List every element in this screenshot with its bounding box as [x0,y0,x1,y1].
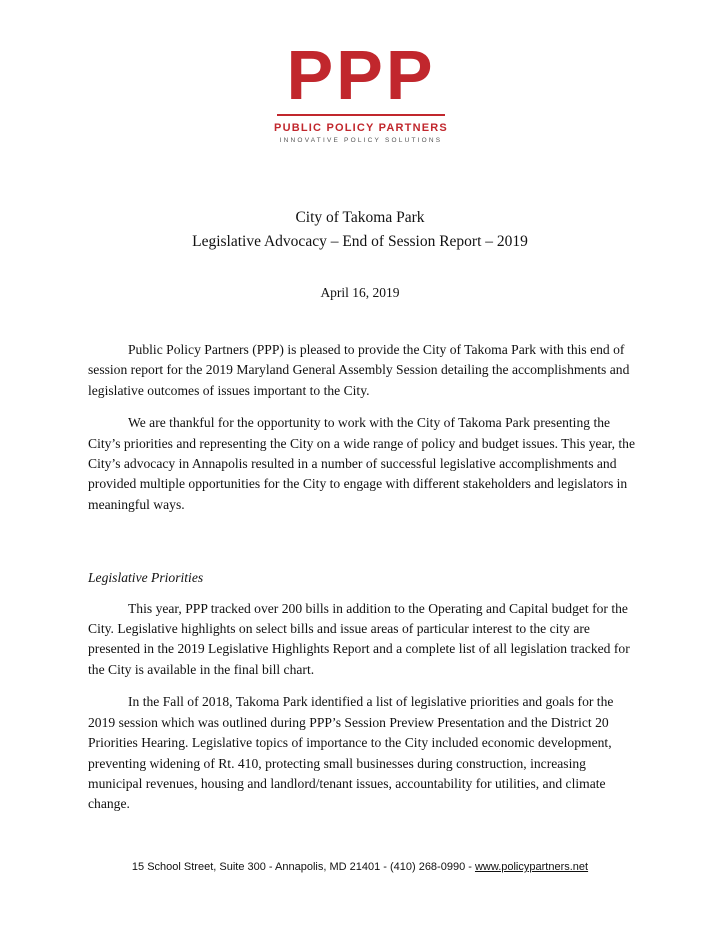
logo-divider [277,114,445,116]
priorities-paragraph: In the Fall of 2018, Takoma Park identified a list of legislative priorities and goals for the 2019 session which was outlined during PPP’s Session Preview Presentation and the District 20 Priorities Hearing. Legislative topics of importance to the City included economic development, preventing widening of Rt. 410, protecting small businesses during construction, increasing municipal revenues, housing and landlord/tenant issues, accountability for utilities, and climate change. [88,694,614,812]
logo-monogram: PPP [286,36,436,114]
report-title: Legislative Advocacy – End of Session Report – 2019 [192,233,528,250]
footer-website-link[interactable]: www.policypartners.net [474,861,589,873]
report-title-block [0,206,720,254]
logo-name: PUBLIC POLICY PARTNERS [274,122,448,134]
footer-address: 15 School Street, Suite 300 - Annapolis, MD 21401 - (410) 268-0990 - [131,861,475,873]
section-heading-legislative-priorities: Legislative Priorities [88,570,204,586]
report-body [88,340,636,815]
thanks-paragraph: We are thankful for the opportunity to work with the City of Takoma Park presenting the City’s priorities and representing the City on a wide range of policy and budget issues. This year, the City’s advocacy in Annapolis resulted in a number of successful legislative accomplishments and provided multiple opportunities for the City to engage with different stakeholders and legislators in meaningful ways. [88,415,635,512]
page-footer [0,860,720,874]
intro-paragraph: Public Policy Partners (PPP) is pleased to provide the City of Takoma Park with this end of session report for the 2019 Maryland General Assembly Session detailing the accomplishments and legislative outcomes of issues important to the City. [88,342,630,398]
logo-tagline: INNOVATIVE POLICY SOLUTIONS [279,137,443,144]
ppp-logo [0,0,720,160]
organization-name: City of Takoma Park [295,209,425,226]
ppp-logo-graphic [0,0,720,160]
bills-tracked-paragraph: This year, PPP tracked over 200 bills in addition to the Operating and Capital budget for the City. Legislative highlights on select bills and issue areas of particular interest to the city are presented in the 2019 Legislative Highlights Report and a complete list of all legislation tracked for the City is available in the final bill chart. [88,600,630,677]
report-date: April 16, 2019 [320,285,400,300]
